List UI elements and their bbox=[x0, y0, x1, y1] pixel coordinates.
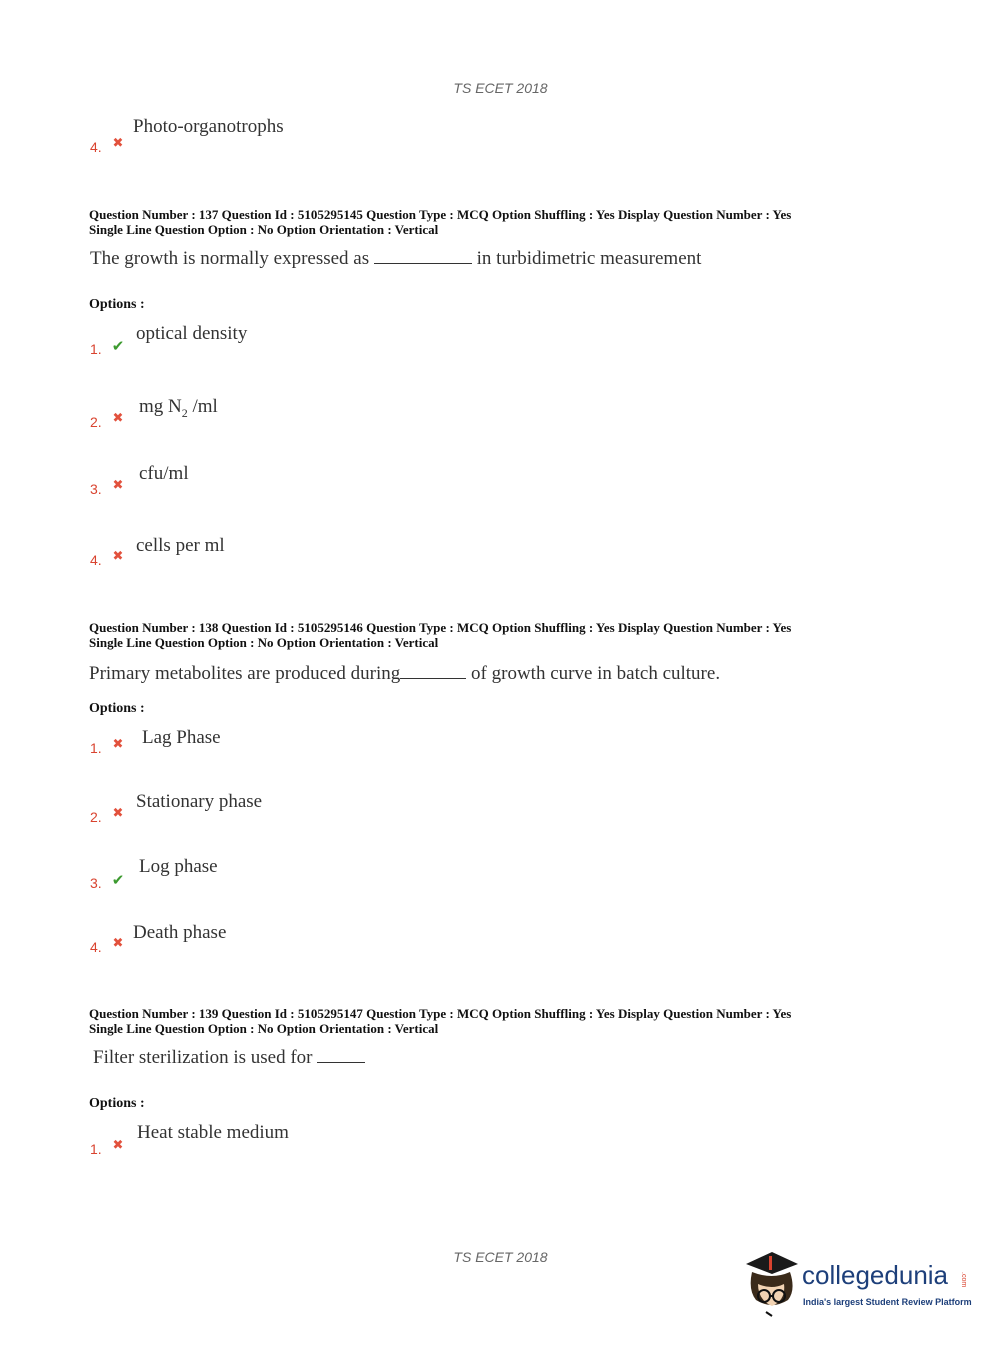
option-number: 3. bbox=[90, 481, 102, 497]
answer-blank bbox=[317, 1046, 365, 1063]
option-text: cells per ml bbox=[136, 535, 225, 556]
option-number: 2. bbox=[90, 809, 102, 825]
question-meta bbox=[89, 1006, 929, 1036]
option-text: Log phase bbox=[139, 856, 218, 877]
question-meta bbox=[89, 620, 929, 650]
option-number: 1. bbox=[90, 1141, 102, 1157]
answer-blank bbox=[374, 247, 472, 264]
cross-icon: ✖ bbox=[112, 936, 124, 951]
answer-blank bbox=[400, 662, 466, 679]
question-meta-line1: Question Number : 139 Question Id : 5105295147 Question Type : MCQ Option Shuffling : Yes Display Question Number : Yes bbox=[89, 1006, 792, 1021]
cross-icon: ✖ bbox=[112, 806, 124, 821]
question-text-before: Filter sterilization is used for bbox=[93, 1047, 313, 1068]
option-number: 4. bbox=[90, 939, 102, 955]
option-number: 4. bbox=[90, 552, 102, 568]
options-label: Options : bbox=[89, 297, 145, 312]
cross-icon: ✖ bbox=[112, 411, 124, 426]
question-meta-line2: Single Line Question Option : No Option Orientation : Vertical bbox=[89, 1021, 439, 1036]
check-icon: ✔ bbox=[111, 337, 125, 355]
check-icon: ✔ bbox=[111, 871, 125, 889]
option-text: Heat stable medium bbox=[137, 1122, 289, 1143]
option-text-after: /ml bbox=[187, 396, 218, 417]
question-text bbox=[93, 1046, 365, 1069]
option-text-subscript: 2 bbox=[181, 405, 188, 420]
question-text-after: in turbidimetric measurement bbox=[476, 248, 702, 269]
cross-icon: ✖ bbox=[112, 549, 124, 564]
logo-suffix: .com bbox=[960, 1272, 967, 1288]
option-text: Stationary phase bbox=[136, 791, 263, 812]
cross-icon: ✖ bbox=[112, 478, 124, 493]
option-text-main: mg N bbox=[139, 396, 182, 417]
prev-option-text: Photo-organotrophs bbox=[133, 116, 284, 137]
question-text-before: Primary metabolites are produced during bbox=[89, 663, 401, 684]
option-text: cfu/ml bbox=[139, 463, 189, 484]
prev-option-number: 4. bbox=[90, 139, 102, 155]
option-number: 1. bbox=[90, 341, 102, 357]
question-text-before: The growth is normally expressed as bbox=[90, 248, 370, 269]
page-header: TS ECET 2018 bbox=[453, 80, 548, 96]
question-meta bbox=[89, 207, 929, 237]
cross-icon: ✖ bbox=[112, 136, 124, 151]
collegedunia-logo bbox=[742, 1250, 972, 1318]
option-number: 1. bbox=[90, 740, 102, 756]
question-meta-line1: Question Number : 138 Question Id : 5105295146 Question Type : MCQ Option Shuffling : Yes Display Question Number : Yes bbox=[89, 620, 792, 635]
options-label: Options : bbox=[89, 701, 145, 716]
question-text-after: of growth curve in batch culture. bbox=[471, 663, 721, 684]
option-text: optical density bbox=[136, 323, 248, 344]
option-number: 2. bbox=[90, 414, 102, 430]
question-text bbox=[90, 247, 701, 270]
question-text bbox=[89, 662, 720, 685]
option-text bbox=[139, 396, 218, 421]
logo-name: collegedunia bbox=[802, 1260, 949, 1290]
option-number: 3. bbox=[90, 875, 102, 891]
option-text: Lag Phase bbox=[142, 727, 221, 748]
logo-tagline: India's largest Student Review Platform bbox=[803, 1297, 972, 1307]
cross-icon: ✖ bbox=[112, 737, 124, 752]
cross-icon: ✖ bbox=[112, 1138, 124, 1153]
question-meta-line2: Single Line Question Option : No Option Orientation : Vertical bbox=[89, 635, 439, 650]
page-footer: TS ECET 2018 bbox=[453, 1249, 548, 1265]
options-label: Options : bbox=[89, 1096, 145, 1111]
mascot-icon bbox=[742, 1250, 800, 1318]
question-meta-line2: Single Line Question Option : No Option Orientation : Vertical bbox=[89, 222, 439, 237]
question-meta-line1: Question Number : 137 Question Id : 5105295145 Question Type : MCQ Option Shuffling : Yes Display Question Number : Yes bbox=[89, 207, 792, 222]
option-text: Death phase bbox=[133, 922, 227, 943]
